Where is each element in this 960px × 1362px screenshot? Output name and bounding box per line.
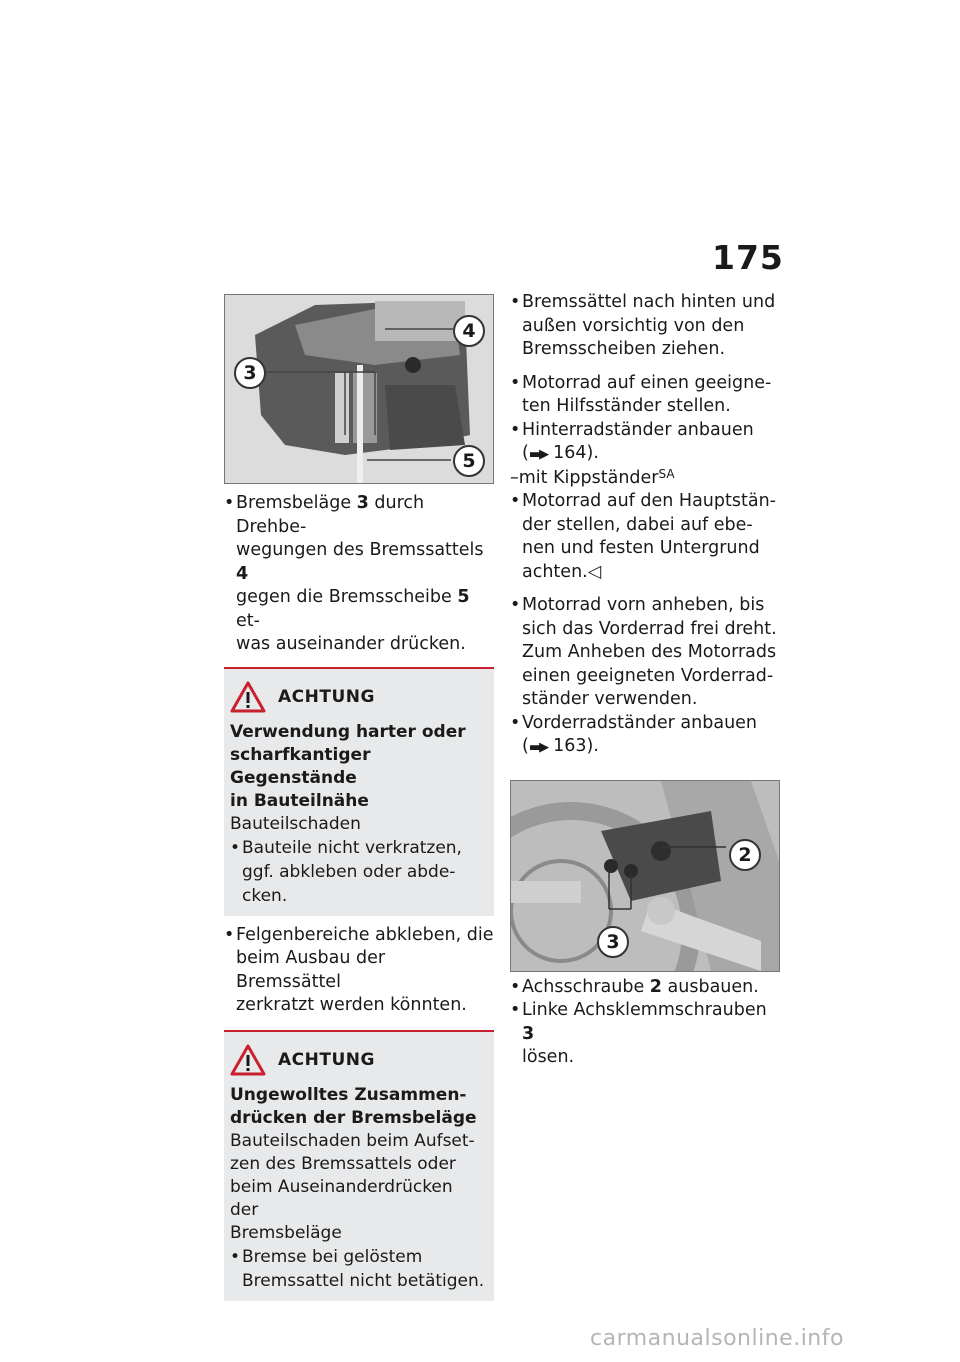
warning-instruction: • Bremse bei gelöstem Bremssattel nicht betätigen.	[230, 1245, 486, 1293]
warning-triangle-icon	[230, 681, 266, 713]
figure-label-2: 2	[729, 839, 761, 871]
page-reference-arrow-icon: ▬▶	[528, 740, 548, 755]
figure-label-3: 3	[597, 926, 629, 958]
step-rear-stand: • Hinterradständer anbauen (▬▶ 164).	[510, 419, 782, 467]
step-front-stand: • Vorderradständer anbauen (▬▶ 163).	[510, 712, 782, 760]
warning-instruction: • Bauteile nicht verkratzen, ggf. abkleben oder abde- cken.	[230, 836, 486, 908]
conditional-center-stand: –mit Kippständer$^{SA}$	[510, 466, 675, 488]
front-axle-illustration	[511, 781, 779, 971]
step-loosen-clamp-bolts: • Linke Achsklemmschrauben 3 lösen.	[510, 999, 782, 1070]
step-remove-axle-bolt: • Achsschraube 2 ausbauen.	[510, 976, 782, 1000]
step-separate-pads: • Bremsbeläge 3 durch Drehbe- wegungen des Bremssattels 4 gegen die Bremsscheibe 5 et- was auseinander drücken.	[224, 492, 494, 657]
step-remove-calipers: • Bremssättel nach hinten und außen vorsichtig von den Bremsscheiben ziehen.	[510, 291, 782, 362]
figure-label-3: 3	[234, 357, 266, 389]
left-column	[224, 294, 494, 1301]
warning-triangle-icon	[230, 1044, 266, 1076]
figure-label-5: 5	[453, 445, 485, 477]
right-column	[510, 291, 782, 1070]
warning-box-1	[224, 667, 494, 916]
warning-consequence: Bauteilschaden	[230, 813, 361, 834]
watermark: carmanualsonline.info	[590, 1326, 844, 1351]
step-mask-rims: • Felgenbereiche abkleben, die beim Ausbau der Bremssättel zerkratzt werden könnten.	[224, 924, 494, 1018]
front-axle-figure	[510, 780, 780, 972]
step-raise-front: • Motorrad vorn anheben, bis sich das Vorderrad frei dreht. Zum Anheben des Motorrads einen geeigneten Vorderrad- ständer verwenden.	[510, 594, 782, 712]
figure-label-4: 4	[453, 315, 485, 347]
page-number: 175	[712, 238, 784, 277]
warning-heading: Ungewolltes Zusammen- drücken der Bremsbeläge	[230, 1084, 477, 1128]
warning-consequence: Bauteilschaden beim Aufset- zen des Bremssattels oder beim Auseinanderdrücken der Bremsbeläge	[230, 1130, 475, 1243]
brake-caliper-figure	[224, 294, 494, 484]
step-main-stand: • Motorrad auf den Hauptstän- der stellen, dabei auf ebe- nen und festen Untergrund achten.◁	[510, 490, 782, 584]
page-reference-arrow-icon: ▬▶	[528, 447, 548, 462]
warning-box-2	[224, 1030, 494, 1301]
warning-title: ACHTUNG	[278, 1049, 375, 1070]
warning-title: ACHTUNG	[278, 686, 375, 707]
warning-heading: Verwendung harter oder scharfkantiger Gegenstände in Bauteilnähe	[230, 721, 466, 811]
step-auxiliary-stand: • Motorrad auf einen geeigne- ten Hilfsständer stellen.	[510, 372, 782, 419]
brake-caliper-illustration	[225, 295, 493, 483]
